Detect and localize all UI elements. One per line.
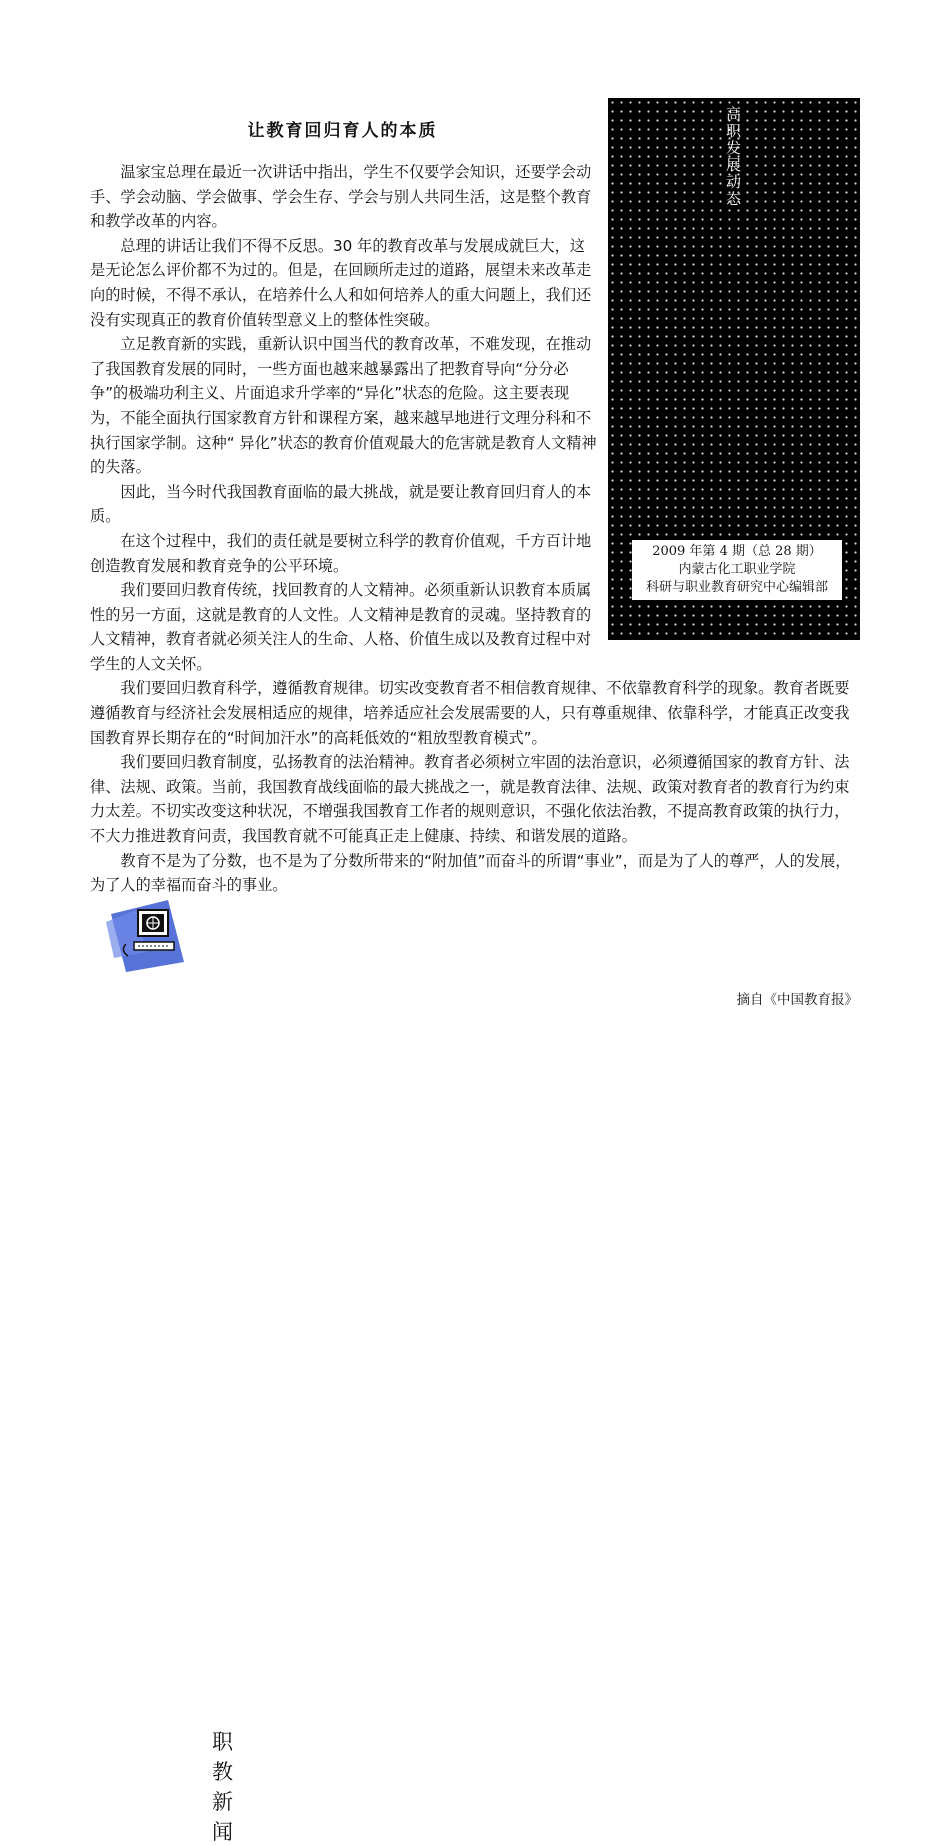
- article-paragraph: 立足教育新的实践，重新认识中国当代的教育改革，不难发现，在推动了我国教育发展的同时，一些方面也越来越暴露出了把教育导向“分分必争”的极端功利主义、片面追求升学率的“异化”状态的危险。这主要表现为，不能全面执行国家教育方针和课程方案，越来越早地进行文理分科和不执行国家学制。这种“ 异化”状态的教育价值观最大的危害就是教育人文精神的失落。: [90, 335, 597, 477]
- article-source: 摘自《中国教育报》: [736, 992, 858, 1008]
- newsletter-title: 高职发展动态: [724, 106, 742, 208]
- article-paragraph: 因此，当今时代我国教育面临的最大挑战，就是要让教育回归育人的本质。: [90, 482, 592, 526]
- news-section-logo: [106, 862, 233, 1844]
- newsletter-sidebar: [608, 98, 860, 640]
- article-paragraph: 我们要回归教育制度，弘扬教育的法治精神。教育者必须树立牢固的法治意识，必须遵循国家的教育方针、法律、法规、政策。当前，我国教育战线面临的最大挑战之一，就是教育法律、法规、政策对教育者的教育行为约束力太差。不切实改变这种状况，不增强我国教育工作者的规则意识，不强化依法治教，不提高教育政策的执行力，不大力推进教育问责，我国教育就不可能真正走上健康、持续、和谐发展的道路。: [90, 753, 850, 846]
- article-paragraph: 教育不是为了分数，也不是为了分数所带来的“附加值”而奋斗的所谓“事业”，而是为了人的尊严，人的发展，为了人的幸福而奋斗的事业。: [90, 851, 851, 895]
- article-paragraph: 总理的讲话让我们不得不反思。30 年的教育改革与发展成就巨大，这是无论怎么评价都不为过的。但是，在回顾所走过的道路，展望未来改革走向的时候，不得不承认，在培养什么人和如何培养人的重大问题上，我们还没有实现真正的教育价值转型意义上的整体性突破。: [90, 236, 592, 329]
- article-paragraph: 我们要回归教育传统，找回教育的人文精神。必须重新认识教育本质属性的另一方面，这就是教育的人文性。人文精神是教育的灵魂。坚持教育的人文精神，教育者就必须关注人的生命、人格、价值生成以及教育过程中对学生的人文关怀。: [90, 581, 592, 673]
- issue-number: 2009 年第 4 期（总 28 期）: [652, 544, 822, 559]
- article-paragraph: 我们要回归教育科学，遵循教育规律。切实改变教育者不相信教育规律、不依靠教育科学的现象。教育者既要遵循教育与经济社会发展相适应的规律，培养适应社会发展需要的人，只有尊重规律、依靠科学，才能真正改变我国教育界长期存在的“时间加汗水”的高耗低效的“粗放型教育模式”。: [90, 679, 850, 747]
- article-paragraph: 在这个过程中，我们的责任就是要树立科学的教育价值观，千方百计地创造教育发展和教育竞争的公平环境。: [90, 531, 592, 575]
- school-name: 内蒙古化工职业学院: [678, 562, 796, 577]
- article-title: 让教育回归育人的本质: [247, 121, 438, 141]
- news-section-title: 职教新闻: [212, 1730, 233, 1844]
- article-paragraph: 温家宝总理在最近一次讲话中指出，学生不仅要学会知识，还要学会动手、学会动脑、学会做事、学会生存、学会与别人共同生活，这是整个教育和教学改革的内容。: [90, 163, 592, 231]
- computer-icon: [106, 892, 196, 974]
- editor-name: 科研与职业教育研究中心编辑部: [645, 580, 828, 595]
- issue-info-box: [632, 540, 842, 600]
